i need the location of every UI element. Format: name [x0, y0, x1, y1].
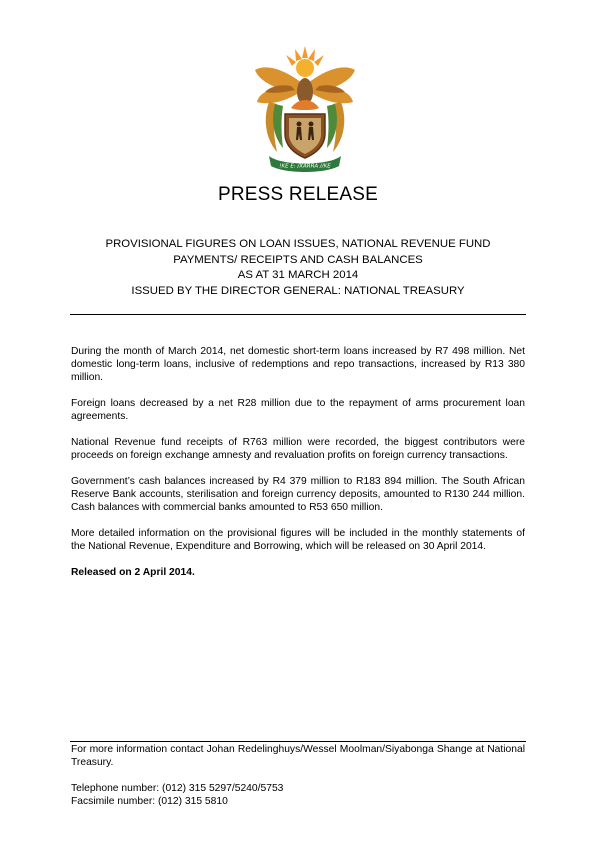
- body-paragraph: National Revenue fund receipts of R763 million were recorded, the biggest contributors were proceeds on foreign exchange amnesty and revaluation profits on foreign currency transactions.: [71, 437, 525, 461]
- body-paragraph: During the month of March 2014, net domestic short-term loans increased by R7 498 million. Net domestic long-term loans, inclusive of redemptions and repo transactions, increased by R13 380 million.: [71, 346, 525, 383]
- subtitle-line: PAYMENTS/ RECEIPTS AND CASH BALANCES: [173, 253, 423, 266]
- facsimile-number: Facsimile number: (012) 315 5810: [71, 796, 228, 807]
- contact-footer: [71, 743, 525, 821]
- crest-motto: !KE E: /XARRA //KE: [279, 163, 331, 170]
- release-subtitle: [40, 237, 556, 299]
- subtitle-line: PROVISIONAL FIGURES ON LOAN ISSUES, NATIONAL REVENUE FUND: [105, 238, 491, 250]
- body-paragraph: Government’s cash balances increased by R4 379 million to R183 894 million. The South African Reserve Bank accounts, sterilisation and foreign currency deposits, amounted to R130 244 million. Cash balances with commercial banks amounted to R53 650 million.: [71, 476, 525, 513]
- release-date-note: Released on 2 April 2014.: [71, 567, 195, 578]
- page-title: PRESS RELEASE: [218, 184, 378, 205]
- coat-of-arms-logo: [251, 44, 359, 174]
- subtitle-line: ISSUED BY THE DIRECTOR GENERAL: NATIONAL TREASURY: [131, 284, 465, 297]
- header-divider: [70, 314, 526, 315]
- subtitle-line: AS AT 31 MARCH 2014: [237, 269, 359, 281]
- body-paragraph: Foreign loans decreased by a net R28 million due to the repayment of arms procurement loan agreements.: [71, 398, 525, 422]
- body-paragraph: More detailed information on the provisional figures will be included in the monthly statements of the National Revenue, Expenditure and Borrowing, which will be released on 30 April 2014.: [71, 528, 525, 552]
- footer-divider: [70, 741, 526, 742]
- contact-info: For more information contact Johan Redelinghuys/Wessel Moolman/Siyabonga Shange at National Treasury.: [71, 744, 525, 768]
- telephone-number: Telephone number: (012) 315 5297/5240/5753: [71, 783, 284, 794]
- release-body: [71, 345, 525, 592]
